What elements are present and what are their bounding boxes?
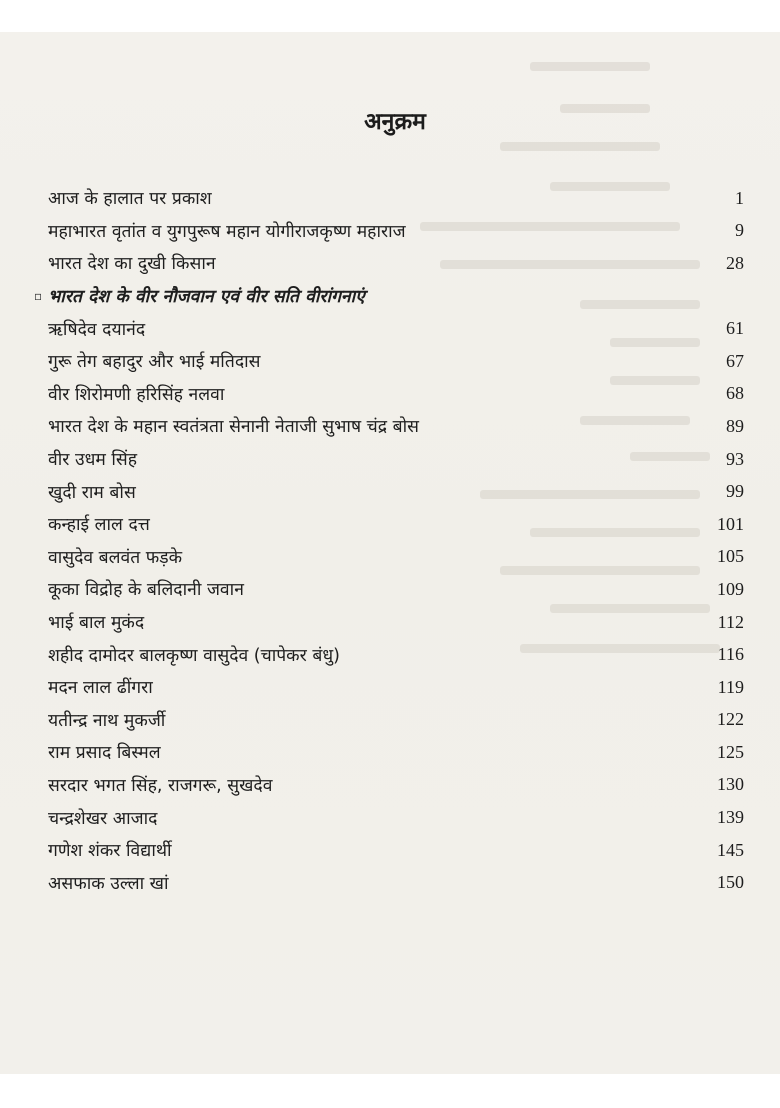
toc-entry-page: 116 bbox=[717, 644, 744, 665]
toc-row[interactable] bbox=[48, 736, 744, 769]
toc-row[interactable] bbox=[48, 769, 744, 802]
toc-row[interactable] bbox=[48, 182, 744, 215]
toc-row[interactable] bbox=[48, 410, 744, 443]
toc-entry-page: 150 bbox=[717, 872, 744, 893]
toc-section-title: भारत देश के वीर नौजवान एवं वीर सति वीरांगनाएं bbox=[48, 287, 365, 308]
toc-row[interactable] bbox=[48, 834, 744, 867]
toc-row[interactable] bbox=[48, 508, 744, 541]
toc-entry-page: 28 bbox=[726, 252, 744, 273]
toc-row[interactable] bbox=[48, 378, 744, 411]
toc-entry-page: 68 bbox=[726, 383, 744, 404]
toc-entry-title: भारत देश का दुखी किसान bbox=[48, 254, 216, 275]
toc-row[interactable] bbox=[48, 573, 744, 606]
toc-entry-page: 101 bbox=[717, 513, 744, 534]
toc-entry-page: 93 bbox=[726, 448, 744, 469]
toc-entry-title: गुरू तेग बहादुर और भाई मतिदास bbox=[48, 352, 261, 373]
toc-entry-title: मदन लाल ढींगरा bbox=[48, 678, 153, 699]
toc-entry-page: 105 bbox=[717, 546, 744, 567]
toc-entry-title: वीर शिरोमणी हरिसिंह नलवा bbox=[48, 384, 225, 405]
toc-entry-title: यतीन्द्र नाथ मुकर्जी bbox=[48, 710, 166, 731]
toc-entry-title: गणेश शंकर विद्यार्थी bbox=[48, 841, 172, 862]
toc-row[interactable] bbox=[48, 247, 744, 280]
toc-entry-page: 139 bbox=[717, 807, 744, 828]
toc-entry-title: चन्द्रशेखर आजाद bbox=[48, 808, 158, 829]
toc-entry-title: राम प्रसाद बिस्मल bbox=[48, 743, 161, 764]
toc-entry-page: 125 bbox=[717, 741, 744, 762]
toc-entry-title: सरदार भगत सिंह, राजगरू, सुखदेव bbox=[48, 775, 273, 796]
toc-entry-page: 67 bbox=[726, 350, 744, 371]
toc-entry-title: भारत देश के महान स्वतंत्रता सेनानी नेताजी सुभाष चंद्र बोस bbox=[48, 417, 419, 438]
toc-row[interactable] bbox=[48, 215, 744, 248]
toc-entry-page: 99 bbox=[726, 481, 744, 502]
toc-entry-page: 1 bbox=[735, 187, 744, 208]
toc-entry-title: कन्हाई लाल दत्त bbox=[48, 515, 150, 536]
toc-section-heading-row bbox=[34, 280, 744, 313]
toc-entry-page: 122 bbox=[717, 709, 744, 730]
toc-entry-title: आज के हालात पर प्रकाश bbox=[48, 189, 212, 210]
table-of-contents bbox=[34, 182, 744, 899]
toc-entry-title: वीर उधम सिंह bbox=[48, 450, 138, 471]
toc-row[interactable] bbox=[48, 312, 744, 345]
toc-row[interactable] bbox=[48, 638, 744, 671]
toc-entry-title: वासुदेव बलवंत फड़के bbox=[48, 547, 183, 568]
toc-entry-page: 119 bbox=[717, 676, 744, 697]
toc-row[interactable] bbox=[48, 606, 744, 639]
toc-row[interactable] bbox=[48, 704, 744, 737]
toc-entry-page: 145 bbox=[717, 839, 744, 860]
toc-entry-page: 109 bbox=[717, 578, 744, 599]
toc-heading: अनुक्रम bbox=[364, 109, 426, 135]
toc-row[interactable] bbox=[48, 443, 744, 476]
toc-row[interactable] bbox=[48, 671, 744, 704]
toc-entry-title: कूका विद्रोह के बलिदानी जवान bbox=[48, 580, 244, 601]
toc-entry-title: ऋषिदेव दयानंद bbox=[48, 319, 146, 340]
toc-entry-page: 9 bbox=[735, 220, 744, 241]
toc-row[interactable] bbox=[48, 345, 744, 378]
toc-entry-title: शहीद दामोदर बालकृष्ण वासुदेव (चापेकर बंधु) bbox=[48, 645, 340, 666]
toc-entry-page: 130 bbox=[717, 774, 744, 795]
toc-entry-page: 61 bbox=[726, 318, 744, 339]
toc-entry-page: 89 bbox=[726, 415, 744, 436]
toc-row[interactable] bbox=[48, 866, 744, 899]
toc-entry-title: भाई बाल मुकंद bbox=[48, 613, 145, 634]
toc-entry-title: खुदी राम बोस bbox=[48, 482, 136, 503]
bullet-mark-icon: ▫ bbox=[34, 288, 43, 303]
toc-entry-page: 112 bbox=[717, 611, 744, 632]
toc-row[interactable] bbox=[48, 541, 744, 574]
toc-row[interactable] bbox=[48, 801, 744, 834]
toc-entry-title: असफाक उल्ला खां bbox=[48, 873, 169, 894]
toc-row[interactable] bbox=[48, 475, 744, 508]
toc-entry-title: महाभारत वृतांत व युगपुरूष महान योगीराजकृष्ण महाराज bbox=[48, 221, 406, 242]
